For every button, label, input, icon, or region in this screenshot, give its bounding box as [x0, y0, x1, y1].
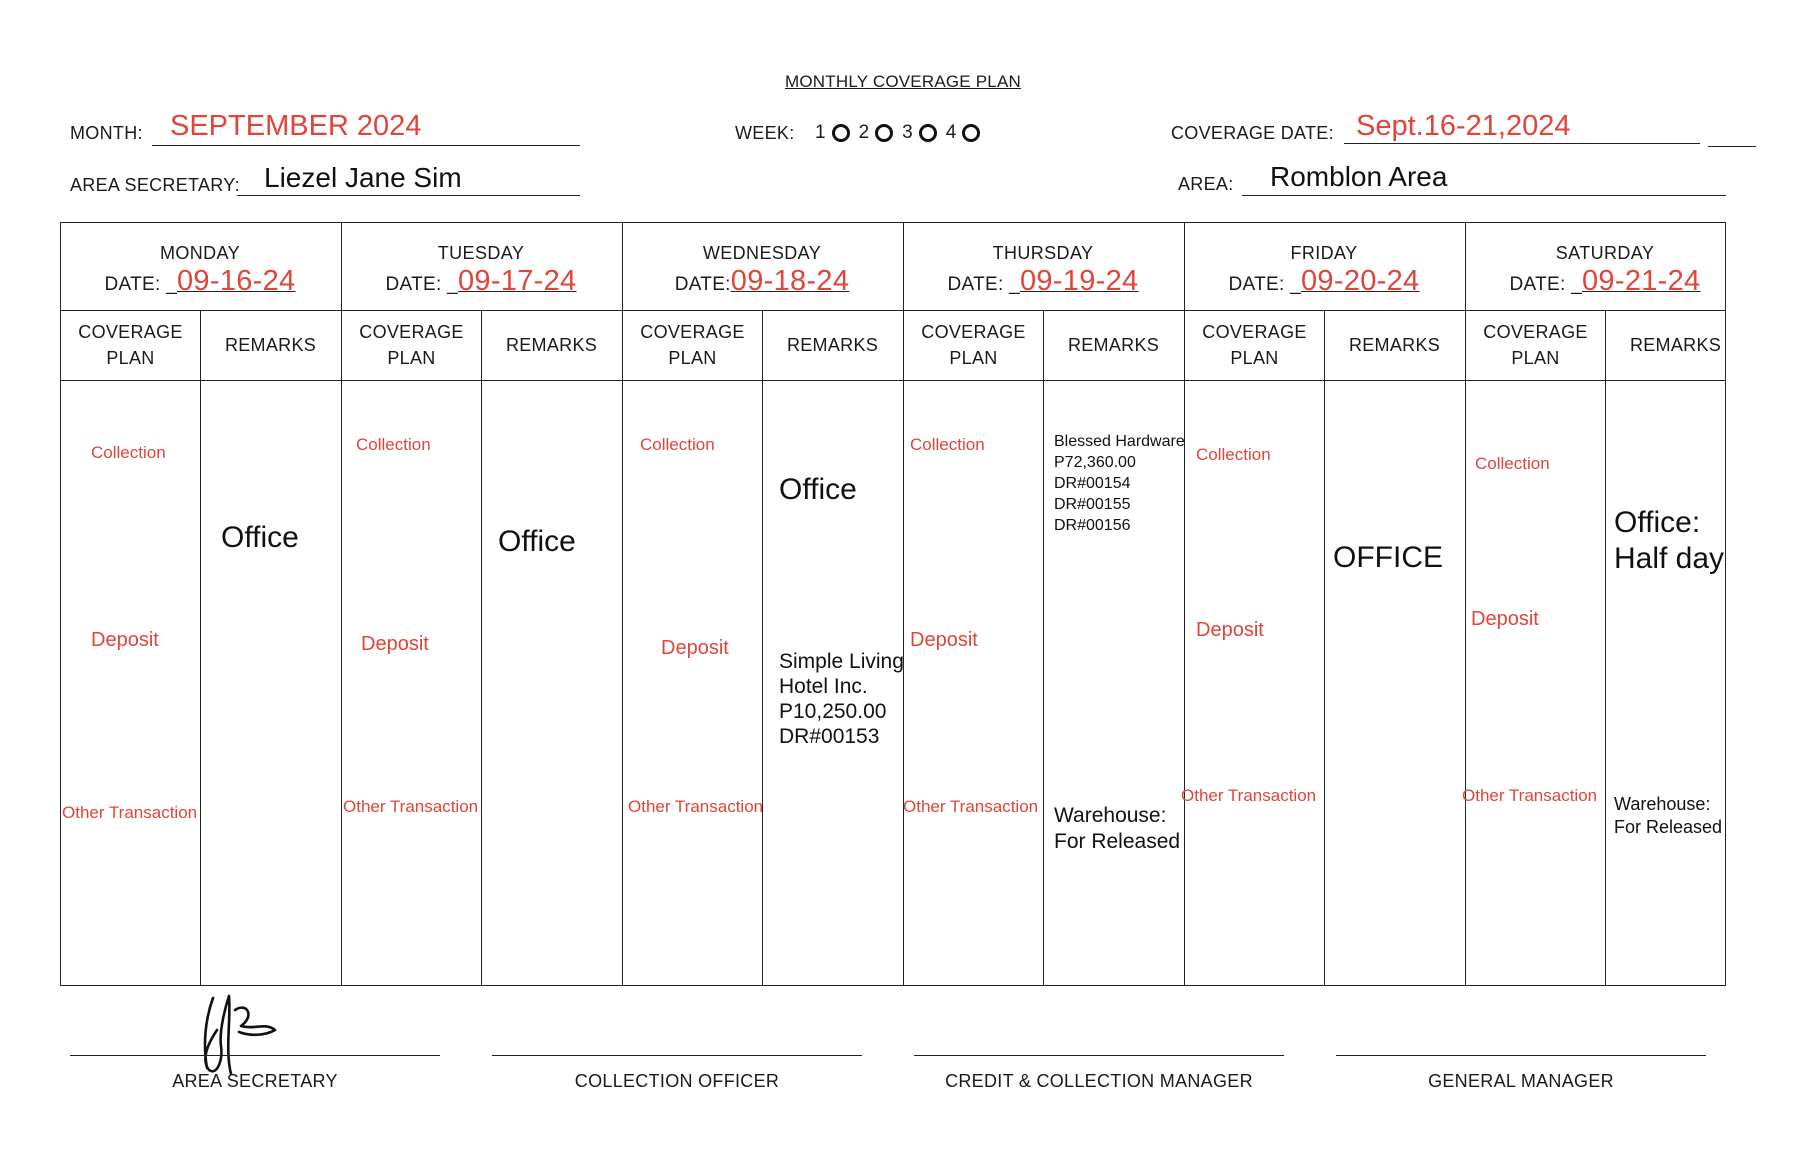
remarks-header: REMARKS — [786, 335, 879, 355]
week-label: WEEK: — [735, 123, 795, 143]
week-3-radio-icon[interactable] — [919, 124, 937, 142]
remark-text: For Released — [1614, 817, 1723, 837]
day-date: DATE: _09-17-24 — [385, 265, 577, 297]
plan-collection: Collection — [91, 443, 166, 462]
day-name: TUESDAY — [437, 243, 525, 263]
coverage-plan-header: COVERAGE PLAN — [1202, 322, 1307, 368]
remark-text: DR#00153 — [779, 725, 880, 748]
remark-text: For Released — [1054, 830, 1181, 853]
day-header-tuesday — [342, 223, 620, 310]
date-value: 09-18-24 — [730, 265, 850, 297]
day-date: DATE: _09-21-24 — [1509, 265, 1701, 297]
coverage-date-extra-underline — [1708, 146, 1756, 147]
week-1-radio-icon[interactable] — [832, 124, 850, 142]
remark-text: Office: — [1614, 506, 1701, 539]
col-divider — [1043, 310, 1044, 985]
day-header-monday — [61, 223, 339, 310]
plan-deposit: Deposit — [1196, 619, 1264, 641]
form-title: MONTHLY COVERAGE PLAN — [785, 72, 1021, 91]
day-header-wednesday — [623, 223, 901, 310]
remarks-header: REMARKS — [224, 335, 317, 355]
area-underline — [1242, 195, 1726, 196]
week-4-radio-icon[interactable] — [962, 124, 980, 142]
signature-line-area-secretary — [70, 1055, 440, 1056]
remarks-header: REMARKS — [505, 335, 598, 355]
week-options — [815, 122, 986, 144]
plan-collection: Collection — [1196, 445, 1271, 464]
day-name: FRIDAY — [1290, 243, 1358, 263]
day-date — [623, 265, 901, 298]
day-date: DATE: _09-20-24 — [1228, 265, 1420, 297]
day-header-saturday — [1466, 223, 1744, 310]
coverage-table — [60, 222, 1726, 986]
plan-deposit: Deposit — [91, 629, 159, 651]
day-date: DATE: _09-16-24 — [104, 265, 296, 297]
coverage-plan-header: COVERAGE PLAN — [78, 322, 183, 368]
day-name: THURSDAY — [992, 243, 1094, 263]
remark-text: Office — [498, 525, 576, 558]
remark-text: Office — [221, 521, 299, 554]
remark-text: Warehouse: — [1614, 794, 1711, 814]
coverage-plan-header: COVERAGE PLAN — [359, 322, 464, 368]
signature-label-credit-collection-manager: CREDIT & COLLECTION MANAGER — [945, 1071, 1253, 1091]
handwritten-signature — [195, 990, 285, 1080]
date-label: DATE: — [1228, 274, 1285, 295]
day-name: WEDNESDAY — [702, 243, 822, 263]
coverage-date-value: Sept.16-21,2024 — [1356, 110, 1571, 142]
plan-other-transaction: Other Transaction — [903, 797, 1039, 816]
plan-collection: Collection — [1475, 454, 1550, 473]
remarks-header: REMARKS — [1348, 335, 1441, 355]
coverage-plan-header: COVERAGE PLAN — [921, 322, 1026, 368]
plan-other-transaction: Other Transaction — [628, 797, 764, 816]
plan-deposit: Deposit — [910, 629, 978, 651]
area-secretary-label: AREA SECRETARY: — [70, 175, 240, 195]
signature-line-general-manager — [1336, 1055, 1706, 1056]
remark-text: Half day — [1614, 542, 1725, 575]
week-option-1-label: 1 — [815, 122, 826, 143]
remark-text: OFFICE — [1333, 541, 1443, 574]
date-value: 09-19-24 — [1020, 265, 1139, 297]
col-divider — [481, 310, 482, 985]
day-header-friday — [1185, 223, 1463, 310]
week-2-radio-icon[interactable] — [875, 124, 893, 142]
area-label: AREA: — [1178, 174, 1234, 194]
day-header-thursday — [904, 223, 1182, 310]
col-divider — [1324, 310, 1325, 985]
date-value: 09-21-24 — [1582, 265, 1701, 297]
signature-label-general-manager: GENERAL MANAGER — [1428, 1071, 1614, 1091]
week-option-2-label: 2 — [858, 122, 870, 143]
plan-collection: Collection — [356, 435, 431, 454]
remark-text: DR#00154 — [1054, 475, 1131, 492]
row-divider — [61, 380, 1725, 381]
month-label: MONTH: — [70, 123, 143, 143]
col-divider — [200, 310, 201, 985]
remark-text: Simple Living — [779, 650, 904, 673]
plan-other-transaction: Other Transaction — [343, 797, 479, 816]
area-secretary-underline — [237, 195, 580, 196]
remark-text: P72,360.00 — [1054, 454, 1136, 471]
date-label: DATE: — [104, 274, 161, 295]
plan-other-transaction: Other Transaction — [1181, 786, 1317, 805]
week-option-4-label: 4 — [945, 122, 957, 143]
month-underline — [152, 145, 580, 146]
coverage-date-underline — [1344, 143, 1700, 144]
date-label: DATE: — [674, 274, 731, 295]
plan-other-transaction: Other Transaction — [62, 803, 198, 822]
plan-deposit: Deposit — [661, 637, 729, 659]
plan-collection: Collection — [910, 435, 985, 454]
area-value: Romblon Area — [1270, 161, 1448, 192]
signature-label-collection-officer: COLLECTION OFFICER — [574, 1071, 780, 1091]
coverage-plan-header: COVERAGE PLAN — [1483, 322, 1588, 368]
date-value: 09-17-24 — [458, 265, 577, 297]
plan-deposit: Deposit — [1471, 608, 1539, 630]
coverage-plan-header: COVERAGE PLAN — [640, 322, 745, 368]
col-divider — [762, 310, 763, 985]
plan-other-transaction: Other Transaction — [1462, 786, 1598, 805]
date-value: 09-20-24 — [1301, 265, 1420, 297]
remark-text: Blessed Hardware — [1054, 433, 1185, 450]
col-divider — [1605, 310, 1606, 985]
coverage-date-label: COVERAGE DATE: — [1171, 123, 1334, 143]
day-name: MONDAY — [159, 243, 241, 263]
remark-text: DR#00156 — [1054, 517, 1131, 534]
plan-deposit: Deposit — [361, 633, 429, 655]
remarks-header: REMARKS — [1629, 335, 1722, 355]
signature-line-credit-collection-manager — [914, 1055, 1284, 1056]
signature-line-collection-officer — [492, 1055, 862, 1056]
month-value: SEPTEMBER 2024 — [170, 110, 422, 142]
date-value: 09-16-24 — [177, 265, 296, 297]
date-label: DATE: — [947, 274, 1004, 295]
area-secretary-value: Liezel Jane Sim — [264, 162, 462, 193]
plan-collection: Collection — [640, 435, 715, 454]
remark-text: DR#00155 — [1054, 496, 1131, 513]
date-label: DATE: — [385, 274, 442, 295]
day-date: DATE: _09-19-24 — [947, 265, 1139, 297]
remark-text: Warehouse: — [1054, 804, 1167, 827]
remark-text: P10,250.00 — [779, 700, 887, 723]
remarks-header: REMARKS — [1067, 335, 1160, 355]
week-option-3-label: 3 — [902, 122, 913, 143]
remark-text: Hotel Inc. — [779, 675, 868, 698]
date-label: DATE: — [1509, 274, 1566, 295]
day-name: SATURDAY — [1555, 243, 1655, 263]
signature-label-area-secretary: AREA SECRETARY — [172, 1071, 338, 1091]
remark-text: Office — [779, 473, 857, 506]
